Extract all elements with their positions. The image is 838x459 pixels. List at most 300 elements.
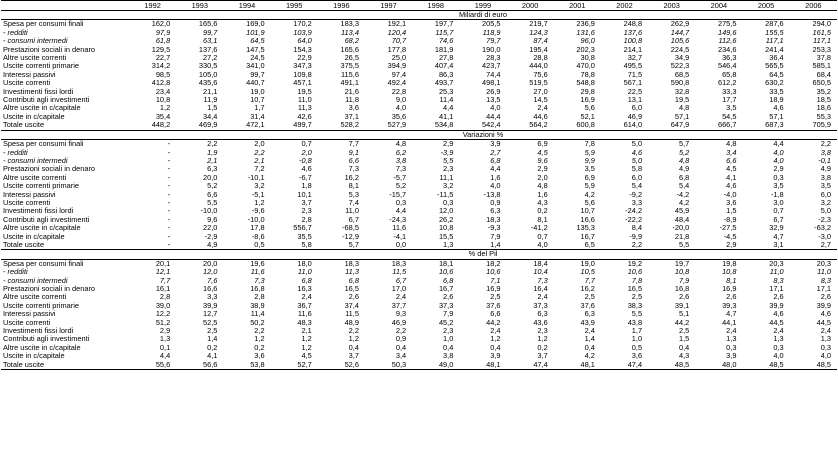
table-cell: 375,5 [340,62,359,71]
table-cell: 39,9 [769,301,784,310]
table-cell: 4,6 [631,148,643,157]
table-cell: 39,9 [203,301,218,310]
table-cell: 2,5 [631,293,643,302]
table-cell: 48,5 [790,361,837,370]
row-label: Altre uscite in c/capitale [3,104,81,113]
table-cell: 57,1 [769,112,784,121]
table-cell: 16,2 [580,285,595,293]
row-label: - redditi [3,268,28,277]
table-cell: 24,5 [250,54,265,63]
table-cell: 22,5 [627,87,643,96]
table-cell: - [167,173,171,182]
table-cell: 12,0 [203,268,218,277]
table-cell: 48,9 [344,318,359,327]
row-label: Altre uscite correnti [3,54,67,63]
table-cell: 68,2 [344,37,359,46]
table-cell: 20,0 [203,259,218,268]
table-cell: 647,9 [648,121,695,130]
table-cell: 65,8 [722,70,737,79]
table-cell: 26,2 [438,215,454,224]
year-header-1998: 1998 [412,1,459,11]
table-cell: 10,8 [722,268,737,277]
table-cell: 3,8 [395,156,407,165]
table-cell: 2,0 [254,139,265,149]
table-cell: 70,7 [391,37,407,46]
table-cell: 205,5 [482,19,501,29]
table-cell: 6,7 [773,215,784,224]
table-cell: 1,6 [490,173,501,182]
table-cell: 2,2 [254,327,265,336]
table-cell: 3,5 [584,165,595,174]
table-cell: 2,5 [584,293,595,302]
table-cell: 113,4 [341,28,359,37]
row-label: Uscite correnti primarie [3,301,79,310]
table-cell: 666,7 [695,121,742,130]
table-cell: 614,0 [601,121,648,130]
table-cell: 314,2 [151,62,171,71]
table-cell: 4,0 [773,148,784,157]
table-cell: -20,0 [672,224,690,233]
year-header-2006: 2006 [790,1,837,11]
table-cell: 44,2 [486,318,501,327]
table-cell: 124,3 [529,28,548,37]
table-cell: 2,2 [207,139,218,149]
table-cell: 64,0 [297,37,312,46]
table-cell: 10,8 [674,268,690,277]
table-cell: 7,6 [207,276,218,285]
table-cell: 19,0 [250,87,265,96]
table-cell: 16,9 [580,96,595,105]
table-cell: 0,2 [207,343,218,352]
table-cell: 7,3 [537,276,548,285]
table-cell: 46,9 [627,112,643,121]
table-cell: 564,2 [507,121,554,130]
table-cell: 600,8 [554,121,601,130]
table-cell: 10,8 [155,96,171,105]
table-cell: 11,8 [345,96,359,105]
table-cell: 1,9 [207,148,218,157]
table-cell: -9,9 [629,232,643,241]
table-cell: 0,1 [159,343,171,352]
table-cell: 4,1 [207,352,218,361]
table-cell: 6,8 [443,276,454,285]
table-cell: 22,8 [391,87,407,96]
table-cell: 37,3 [438,301,454,310]
table-row [1,361,837,370]
table-cell: 99,7 [250,70,265,79]
table-cell: 16,8 [250,285,265,293]
table-row [1,241,837,250]
table-cell: 63,1 [203,37,218,46]
table-cell: 39,3 [722,301,737,310]
table-cell: 11,6 [250,268,265,277]
table-cell: 2,3 [301,207,312,216]
table-cell: 2,9 [159,327,171,336]
table-cell: 546,4 [717,62,737,71]
table-cell: 241,4 [765,45,784,54]
table-cell: 650,5 [812,79,831,88]
table-cell: 135,3 [576,224,595,233]
table-cell: -41,2 [530,224,548,233]
table-cell: 4,0 [773,352,784,361]
table-cell: 47,4 [507,361,554,370]
table-cell: 74,6 [438,37,454,46]
table-row [1,327,837,335]
table-cell: -5,7 [393,173,407,182]
table-cell: 6,6 [726,156,737,165]
table-cell: 7,7 [159,276,171,285]
table-row [1,191,837,199]
table-cell: 48,1 [554,361,601,370]
table-cell: 1,3 [773,335,784,344]
table-cell: -8,9 [723,215,737,224]
table-cell: 39,9 [816,301,831,310]
table-row [1,302,837,310]
table-cell: 0,3 [820,343,831,352]
table-cell: - [167,232,171,241]
section-unit-row [1,250,837,259]
table-cell: 39,0 [155,301,171,310]
table-cell: 137,6 [198,45,218,54]
table-cell: 32,8 [674,87,690,96]
table-cell: 412,8 [151,79,171,88]
table-cell: 0,4 [678,343,690,352]
table-cell: 248,8 [623,19,643,29]
table-cell: 2,2 [395,327,407,336]
table-cell: 137,6 [623,28,643,37]
table-row [1,46,837,54]
table-row [1,233,837,241]
table-cell: 2,0 [537,173,548,182]
table-cell: 567,1 [623,79,643,88]
year-header-1993: 1993 [176,1,223,11]
table-cell: 8,1 [537,215,548,224]
table-cell: 16,2 [344,173,359,182]
table-cell: 234,6 [717,45,737,54]
table-cell: 0,4 [584,343,595,352]
table-cell: 12,0 [438,207,454,216]
table-cell: 118,9 [482,28,501,37]
table-cell: 27,8 [438,54,454,63]
table-cell: 2,9 [443,139,454,149]
spending-table [1,0,837,370]
table-row [1,277,837,285]
table-cell: 534,8 [412,121,459,130]
table-cell: 440,7 [246,79,265,88]
table-cell: -11,5 [437,190,454,199]
table-cell: 5,5 [207,198,218,207]
table-cell: 37,6 [580,301,595,310]
table-cell: 161,5 [812,28,831,37]
table-cell: 96,0 [580,37,595,46]
row-label: Spesa per consumi finali [3,259,84,268]
table-cell: 44,2 [674,318,690,327]
table-cell: 1,3 [159,335,171,344]
row-label: Totale uscite [1,361,129,370]
table-cell: 2,4 [537,104,548,113]
table-cell: 11,0 [297,268,312,277]
table-cell: 3,4 [726,148,737,157]
table-cell: 9,3 [395,310,407,319]
table-cell: 630,2 [765,79,784,88]
table-cell: 43,8 [627,318,643,327]
year-header-2004: 2004 [695,1,742,11]
table-cell: 0,5 [223,241,270,250]
table-cell: -2,3 [818,215,831,224]
table-cell: - [167,182,171,191]
table-cell: 4,4 [490,165,501,174]
table-cell: 9,0 [395,96,407,105]
table-cell: 527,9 [365,121,412,130]
table-cell: 38,9 [250,301,265,310]
table-cell: 4,6 [301,165,312,174]
row-label: Prestazioni sociali in denaro [3,165,96,174]
table-cell: 3,6 [631,352,643,361]
table-cell: 2,9 [695,241,742,250]
table-cell: -27,5 [719,224,737,233]
table-cell: 34,4 [203,112,218,121]
table-cell: 11,3 [345,268,359,277]
table-cell: 4,6 [773,310,784,319]
table-cell: 29,8 [580,87,595,96]
table-cell: 7,7 [584,276,595,285]
row-label: - consumi intermedi [3,37,68,46]
table-cell: 0,2 [254,343,265,352]
row-label: - consumi intermedi [3,276,68,285]
table-cell: 19,0 [580,259,595,268]
table-cell: 0,4 [490,343,501,352]
table-row [1,79,837,87]
table-cell: 177,8 [387,45,407,54]
table-cell: 38,3 [627,301,643,310]
row-label: Spesa per consumi finali [3,19,84,29]
table-cell: 5,7 [678,139,690,149]
table-cell: -3,0 [818,232,831,241]
row-label: Altre uscite correnti [3,293,67,302]
section-unit-label: Variazioni % [129,130,837,139]
table-cell: 4,0 [490,104,501,113]
table-cell: 64,5 [250,37,265,46]
table-cell: -5,1 [251,190,265,199]
table-cell: 275,5 [717,19,737,29]
table-cell: 5,9 [584,148,595,157]
table-row [1,182,837,190]
table-cell: 6,8 [490,156,501,165]
table-cell: 2,1 [301,327,312,336]
table-cell: 3,3 [207,293,218,302]
table-cell: 0,4 [348,343,359,352]
table-cell: 4,7 [773,232,784,241]
table-cell: 21,6 [344,87,359,96]
table-cell: 36,7 [297,301,312,310]
table-cell: 10,8 [438,224,454,233]
table-cell: 25,0 [391,54,407,63]
table-cell: 18,9 [769,96,784,105]
table-cell: 74,4 [486,70,501,79]
table-cell: 117,1 [765,37,784,46]
table-cell: 48,1 [459,361,506,370]
table-cell: 4,9 [820,165,831,174]
table-cell: 68,4 [816,70,831,79]
table-cell: 97,4 [391,70,407,79]
table-cell: 149,6 [717,28,737,37]
table-cell: -10,1 [247,173,265,182]
table-cell: 7,4 [348,198,359,207]
year-header-1994: 1994 [223,1,270,11]
table-cell: 57,1 [674,112,690,121]
table-cell: 13,1 [627,96,643,105]
table-cell: 6,3 [584,310,595,319]
row-label: Investimenti fissi lordi [3,207,74,216]
table-cell: 5,8 [271,241,318,250]
table-cell: 18,3 [391,259,407,268]
table-cell: 1,0 [631,335,643,344]
table-cell: 1,3 [726,335,737,344]
table-cell: -13,8 [483,190,501,199]
table-cell: 61,8 [155,37,171,46]
table-cell: 11,4 [250,310,265,319]
table-cell: 170,2 [293,19,312,29]
table-cell: 79,7 [486,37,501,46]
table-cell: 6,9 [537,139,548,149]
table-cell: 4,0 [773,156,784,165]
table-cell: 16,7 [438,285,454,293]
table-cell: 5,5 [648,241,695,250]
table-cell: 6,7 [348,215,359,224]
table-row [1,88,837,96]
table-row [1,259,837,268]
table-cell: 0,3 [773,173,784,182]
table-cell: 4,0 [490,182,501,191]
section-unit-row [1,11,837,20]
table-cell: 2,1 [207,156,218,165]
table-cell: 117,1 [813,37,831,46]
table-cell: 3,5 [726,104,737,113]
row-label: Contributi agli investimenti [3,335,90,344]
table-cell: -6,7 [299,173,312,182]
table-cell: 1,3 [820,335,831,344]
table-cell: 10,7 [250,96,265,105]
table-cell: 5,2 [207,182,218,191]
table-cell: 4,3 [537,198,548,207]
table-cell: 1,4 [207,335,218,344]
table-cell: 2,4 [820,327,831,336]
table-cell: 3,8 [820,173,831,182]
table-cell: 11,0 [769,268,784,277]
table-cell: 7,3 [254,276,265,285]
table-cell: 1,7 [631,327,643,336]
table-cell: 4,5 [301,352,312,361]
row-label: - redditi [3,148,28,157]
table-cell: 97,9 [155,28,171,37]
table-row [1,224,837,232]
table-cell: 31,4 [250,112,265,121]
table-cell: 5,2 [395,182,407,191]
table-cell: 36,4 [769,54,784,63]
section-unit-spacer [1,250,129,259]
table-cell: 2,3 [443,327,454,336]
table-cell: 341,0 [246,62,265,71]
table-cell: 49,0 [412,361,459,370]
row-label: Altre uscite in c/capitale [3,224,81,233]
table-cell: - [167,215,171,224]
table-cell: 2,6 [443,293,454,302]
table-cell: -68,5 [342,224,359,233]
table-cell: 4,4 [443,104,454,113]
table-cell: 6,5 [554,241,601,250]
table-cell: 330,5 [198,62,218,71]
table-cell: 45,2 [438,318,454,327]
table-cell: 2,8 [159,293,171,302]
table-cell: 22,7 [155,54,171,63]
table-cell: 444,0 [529,62,548,71]
table-cell: 120,4 [387,28,407,37]
table-cell: 2,9 [773,165,784,174]
table-cell: 15,5 [438,232,454,241]
row-label: Investimenti fissi lordi [3,87,74,96]
table-cell: 18,2 [486,259,501,268]
table-cell: 5,6 [584,198,595,207]
table-cell: 11,0 [297,96,312,105]
table-cell: 2,4 [490,327,501,336]
table-cell: 3,6 [726,198,737,207]
table-cell: 195,4 [529,45,548,54]
table-row [1,29,837,37]
year-header-2001: 2001 [554,1,601,11]
table-cell: 26,5 [344,54,359,63]
section-unit-spacer [1,130,129,139]
table-cell: 214,1 [623,45,643,54]
table-cell: 0,3 [726,343,737,352]
table-row [1,37,837,45]
table-cell: 9,6 [207,215,218,224]
table-cell: 44,4 [486,112,501,121]
table-cell: 44,6 [533,112,548,121]
table-cell: 5,1 [678,310,690,319]
table-cell: 236,9 [576,19,595,29]
table-cell: 154,3 [293,45,312,54]
table-cell: -22,2 [625,215,643,224]
table-cell: 131,6 [576,28,595,37]
table-cell: 103,9 [293,28,312,37]
table-cell: 37,7 [391,301,407,310]
table-cell: 2,2 [254,148,265,157]
table-cell: 6,3 [490,207,501,216]
table-row [1,104,837,112]
table-cell: 7,1 [490,276,501,285]
table-cell: 4,6 [820,310,831,319]
table-cell: 20,3 [816,259,831,268]
table-cell: -8,6 [251,232,265,241]
table-cell: 2,6 [773,293,784,302]
table-cell: 43,9 [580,318,595,327]
table-cell: 2,2 [601,241,648,250]
table-cell: 48,3 [297,318,312,327]
table-cell: 585,1 [812,62,831,71]
table-cell: 6,8 [348,276,359,285]
table-row [1,268,837,276]
table-cell: 11,5 [392,268,407,277]
table-cell: 2,4 [584,327,595,336]
table-cell: 35,2 [816,87,831,96]
table-cell: 18,3 [486,215,501,224]
table-cell: 16,9 [722,285,737,293]
row-label: Uscite in c/capitale [3,112,65,121]
table-cell: 2,0 [301,148,312,157]
table-cell: 112,6 [718,37,737,46]
table-cell: - [167,148,171,157]
table-cell: 19,2 [627,259,643,268]
